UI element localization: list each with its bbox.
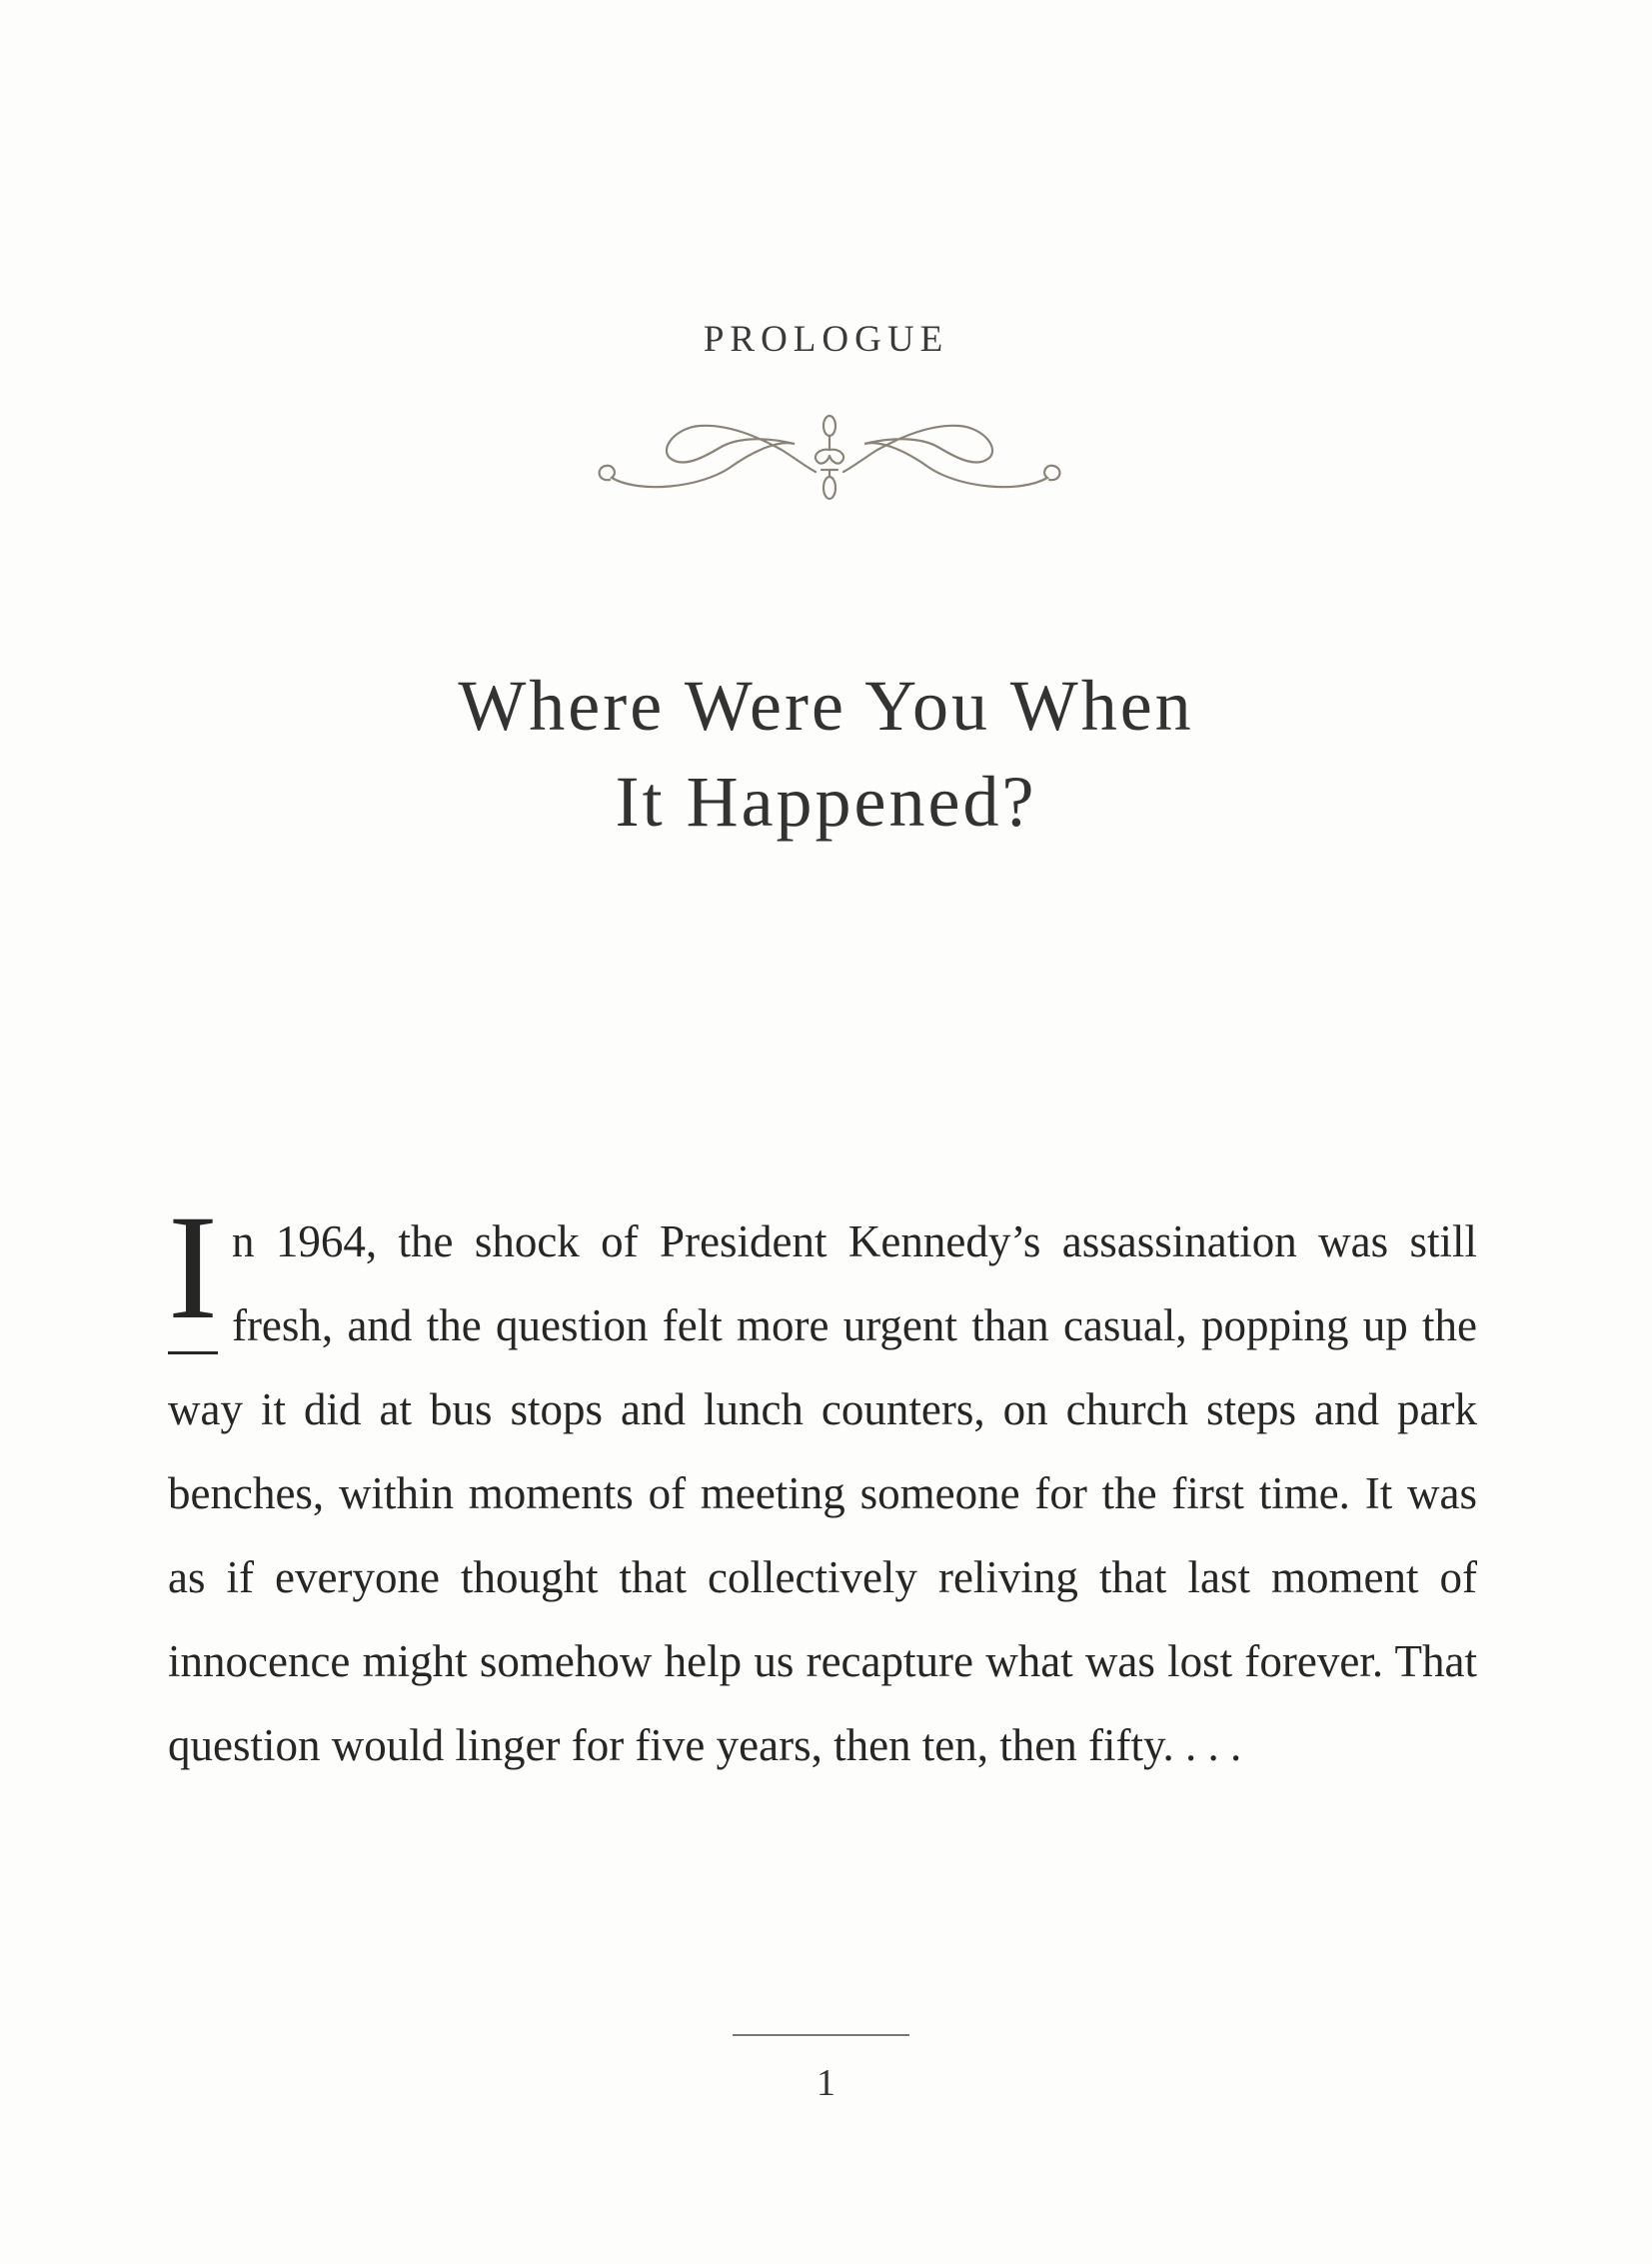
- chapter-title-line-1: Where Were You When: [458, 666, 1194, 746]
- chapter-title-line-2: It Happened?: [615, 762, 1037, 842]
- footer-rule: [733, 2034, 909, 2036]
- drop-cap: I: [168, 1207, 218, 1354]
- page-number: 1: [817, 2062, 835, 2104]
- chapter-title: [0, 658, 1652, 850]
- paragraph-text: n 1964, the shock of President Kennedy’s assassination was still fresh, and the question felt more urgent than casual, popping up the way it did at bus stops and lunch counters, on church steps and park benches, within moments of meeting someone for the first time. It was as if everyone thought that collectively reliving that last moment of innocence might somehow help us recapture what was lost forever. That question would linger for five years, then ten, then fifty. . . .: [168, 1216, 1477, 1770]
- body-paragraph: [168, 1184, 1477, 1787]
- chapter-label: PROLOGUE: [703, 319, 949, 360]
- decorative-flourish-icon: [590, 408, 1069, 513]
